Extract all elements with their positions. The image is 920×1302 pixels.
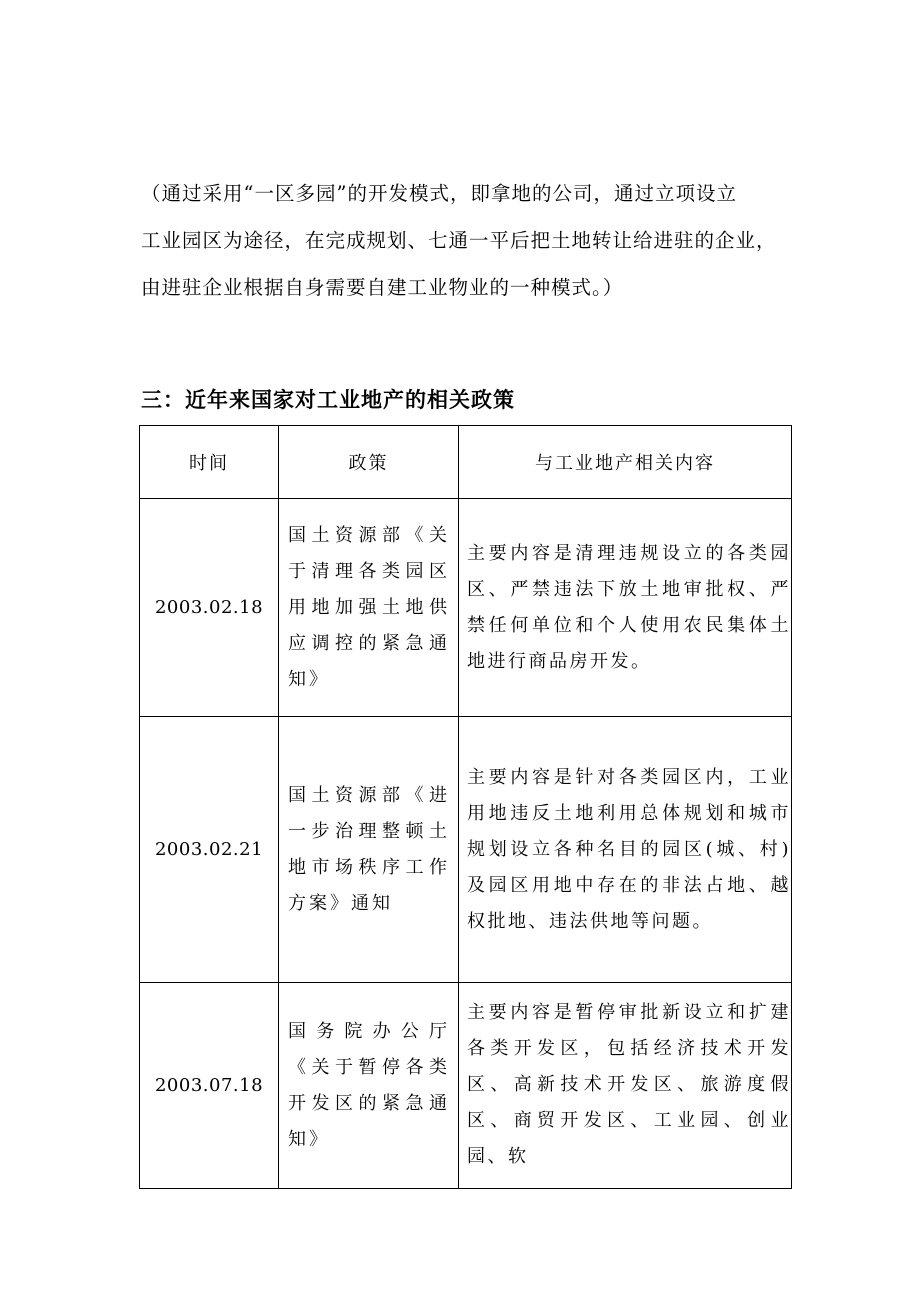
intro-line: （通过采用“一区多园”的开发模式，即拿地的公司，通过立项设立 bbox=[141, 182, 737, 205]
row-date: 2003.07.18 bbox=[140, 983, 279, 1189]
row-date: 2003.02.21 bbox=[140, 717, 279, 983]
intro-line: 由进驻企业根据自身需要自建工业物业的一种模式。） bbox=[141, 276, 624, 299]
header-policy: 政策 bbox=[279, 426, 459, 499]
row-content: 主要内容是暂停审批新设立和扩建各类开发区，包括经济技术开发区、高新技术开发区、旅游度假区、商贸开发区、工业园、创业园、软 bbox=[459, 983, 792, 1189]
row-content: 主要内容是针对各类园区内，工业用地违反土地利用总体规划和城市规划设立各种名目的园区(城、村)及园区用地中存在的非法占地、越权批地、违法供地等问题。 bbox=[459, 717, 792, 983]
section-heading: 三：近年来国家对工业地产的相关政策 bbox=[141, 387, 515, 412]
table-row bbox=[140, 717, 792, 983]
intro-paragraph bbox=[141, 170, 791, 311]
table-row bbox=[140, 983, 792, 1189]
row-policy: 国土资源部《进一步治理整顿土地市场秩序工作方案》通知 bbox=[279, 717, 459, 983]
table-row bbox=[140, 499, 792, 717]
row-policy: 国务院办公厅《关于暂停各类开发区的紧急通知》 bbox=[279, 983, 459, 1189]
row-policy: 国土资源部《关于清理各类园区用地加强土地供应调控的紧急通知》 bbox=[279, 499, 459, 717]
policy-table bbox=[139, 425, 792, 1189]
row-date: 2003.02.18 bbox=[140, 499, 279, 717]
table-header-row bbox=[140, 426, 792, 499]
header-date: 时间 bbox=[140, 426, 279, 499]
header-content: 与工业地产相关内容 bbox=[459, 426, 792, 499]
intro-line: 工业园区为途径，在完成规划、七通一平后把土地转让给进驻的企业， bbox=[141, 229, 777, 252]
row-content: 主要内容是清理违规设立的各类园区、严禁违法下放土地审批权、严禁任何单位和个人使用农民集体土地进行商品房开发。 bbox=[459, 499, 792, 717]
